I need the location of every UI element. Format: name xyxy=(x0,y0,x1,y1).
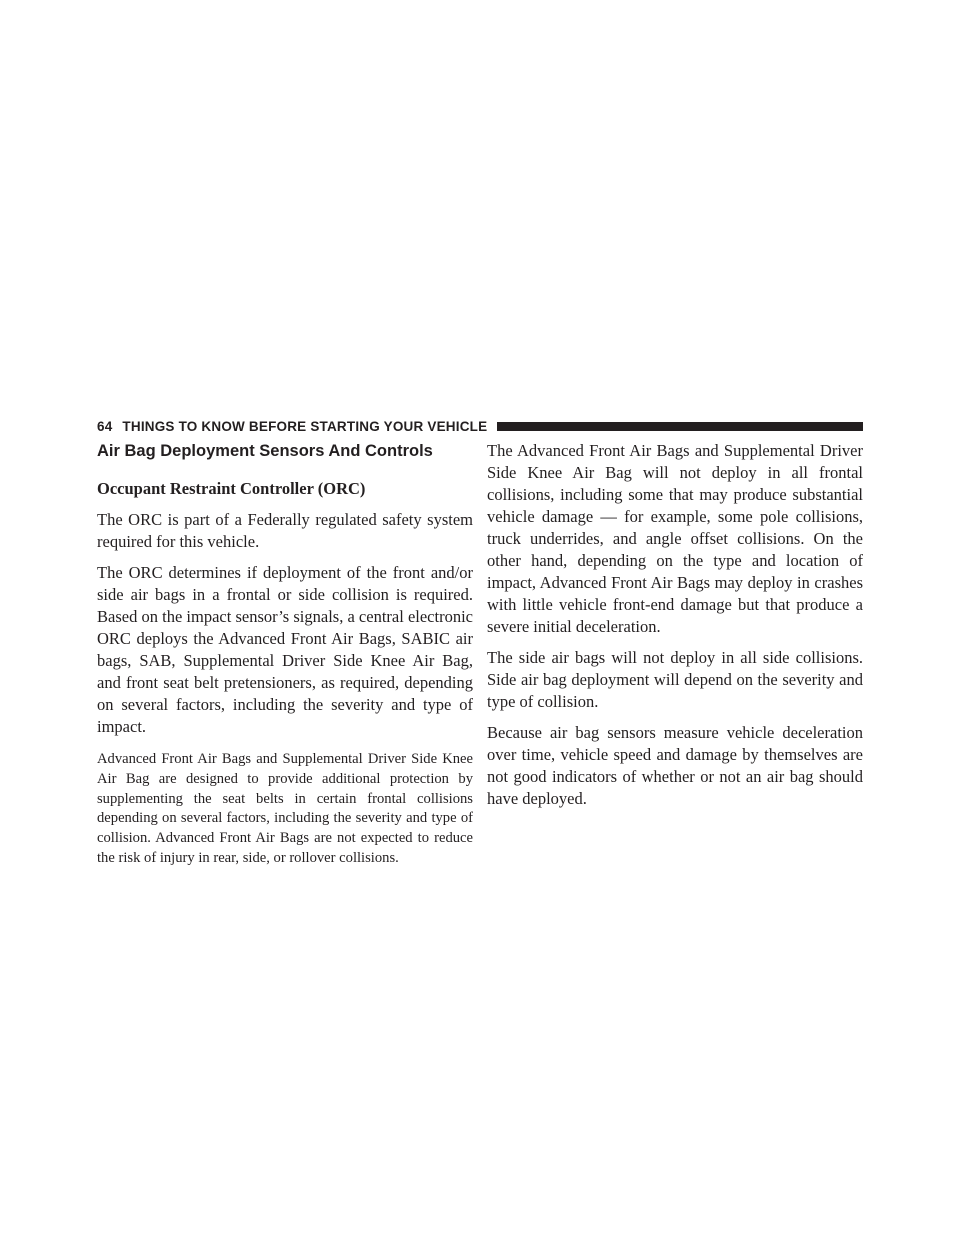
page-header xyxy=(97,416,863,436)
paragraph: The ORC determines if deployment of the front and/or side air bags in a frontal or side collision is required. Based on the impact sensor’s signals, a central electronic ORC deploys the Advanced Front Air Bags, SABIC air bags, SAB, Supplemental Driver Side Knee Air Bag, and front seat belt pretensioners, as required, depending on several factors, including the severity and type of impact. xyxy=(97,563,473,736)
header-rule xyxy=(497,422,863,431)
paragraph: The ORC is part of a Federally regulated safety system required for this vehicle. xyxy=(97,510,473,551)
left-column xyxy=(97,440,473,878)
paragraph: The side air bags will not deploy in all side collisions. Side air bag deployment will depend on the severity and type of collision. xyxy=(487,648,863,711)
paragraph: Because air bag sensors measure vehicle deceleration over time, vehicle speed and damage by themselves are not good indicators of whether or not an air bag should have deployed. xyxy=(487,723,863,808)
page-number: 64 xyxy=(97,418,113,434)
right-column xyxy=(487,440,863,819)
subsection-heading: Occupant Restraint Controller (ORC) xyxy=(97,479,366,498)
section-heading: Air Bag Deployment Sensors And Controls xyxy=(97,442,433,460)
note-paragraph: Advanced Front Air Bags and Supplemental Driver Side Knee Air Bag are designed to provide additional protection by supplementing the seat belts in certain frontal collisions depending on several factors, including the severity and type of collision. Advanced Front Air Bags are not expected to reduce the risk of injury in rear, side, or rollover collisions. xyxy=(97,751,473,866)
paragraph: The Advanced Front Air Bags and Supplemental Driver Side Knee Air Bag will not deploy in all frontal collisions, including some that may produce substantial vehicle damage — for example, some pole collisions, truck underrides, and angle offset collisions. On the other hand, depending on the type and location of impact, Advanced Front Air Bags may deploy in crashes with little vehicle front-end damage but that produce a severe initial deceleration. xyxy=(487,441,863,636)
section-title: THINGS TO KNOW BEFORE STARTING YOUR VEHICLE xyxy=(122,418,488,434)
